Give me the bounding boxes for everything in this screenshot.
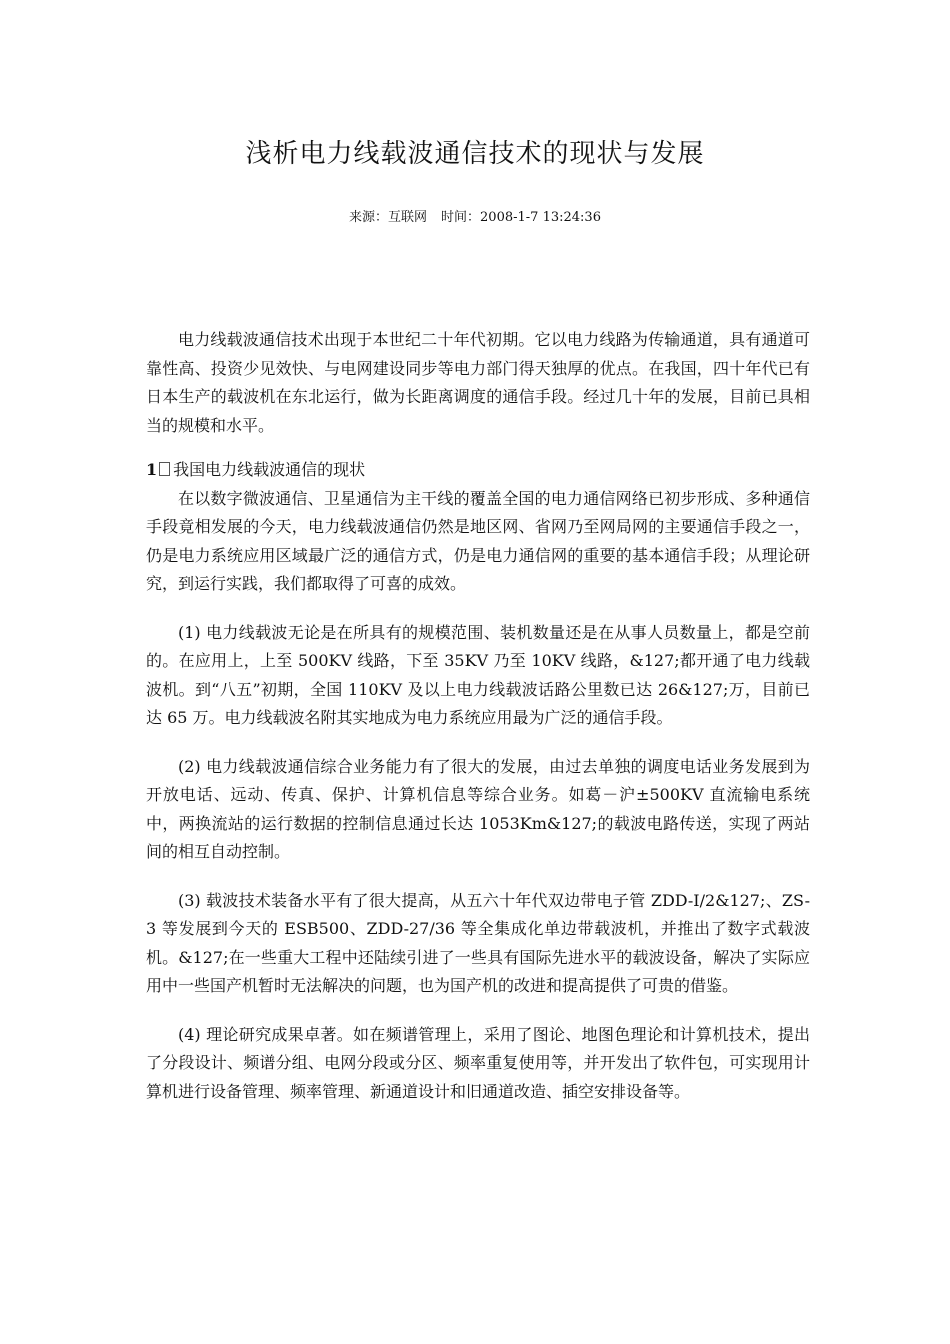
section-number: 1 xyxy=(146,460,158,479)
source-label: 来源：互联网 xyxy=(349,210,428,225)
point-4-paragraph: (4) 理论研究成果卓著。如在频谱管理上，采用了图论、地图色理论和计算机技术，提出了分段设计、频谱分组、电网分段或分区、频率重复使用等，并开发出了软件包，可实现用计算机进行设备管理、频率管理、新通道设计和旧通道改造、插空安排设备等。 xyxy=(146,1024,810,1101)
section-paragraph: 在以数字微波通信、卫星通信为主干线的覆盖全国的电力通信网络已初步形成、多种通信手段竟相发展的今天，电力线载波通信仍然是地区网、省网乃至网局网的主要通信手段之一，仍是电力系统应用区域最广泛的通信方式，仍是电力通信网的重要的基本通信手段；从理论研究，到运行实践，我们都取得了可喜的成效。 xyxy=(146,488,810,593)
section-heading xyxy=(146,456,810,485)
article-meta xyxy=(0,208,950,228)
point-1-paragraph: (1) 电力线载波无论是在所具有的规模范围、装机数量还是在从事人员数量上，都是空前的。在应用上，上至 500KV 线路，下至 35KV 乃至 10KV 线路，&127;都开通了电力线载波机。到“八五”初期，全国 110KV 及以上电力线载波话路公里数已达 26&127;万，目前已达 65 万。电力线载波名附其实地成为电力系统应用最为广泛的通信手段。 xyxy=(146,622,810,727)
missing-glyph-box-icon xyxy=(159,462,170,476)
page-title: 浅析电力线载波通信技术的现状与发展 xyxy=(245,139,705,170)
point-3-paragraph: (3) 载波技术装备水平有了很大提高，从五六十年代双边带电子管 ZDD-I/2&127;、ZS-3 等发展到今天的 ESB500、ZDD-27/36 等全集成化单边带载波机，并推出了数字式载波机。&127;在一些重大工程中还陆续引进了一些具有国际先进水平的载波设备，解决了实际应用中一些国产机暂时无法解决的问题，也为国产机的改进和提高提供了可贵的借鉴。 xyxy=(146,890,810,995)
section-title: 我国电力线载波通信的现状 xyxy=(173,460,366,479)
article-body xyxy=(146,326,810,1106)
point-2-paragraph: (2) 电力线载波通信综合业务能力有了很大的发展，由过去单独的调度电话业务发展到为开放电话、远动、传真、保护、计算机信息等综合业务。如葛－沪±500KV 直流输电系统中，两换流站的运行数据的控制信息通过长达 1053Km&127;的载波电路传送，实现了两站间的相互自动控制。 xyxy=(146,756,810,861)
intro-paragraph: 电力线载波通信技术出现于本世纪二十年代初期。它以电力线路为传输通道，具有通道可靠性高、投资少见效快、与电网建设同步等电力部门得天独厚的优点。在我国，四十年代已有日本生产的载波机在东北运行，做为长距离调度的通信手段。经过几十年的发展，目前已具相当的规模和水平。 xyxy=(146,330,810,435)
timestamp: 时间：2008-1-7 13:24:36 xyxy=(441,210,601,225)
